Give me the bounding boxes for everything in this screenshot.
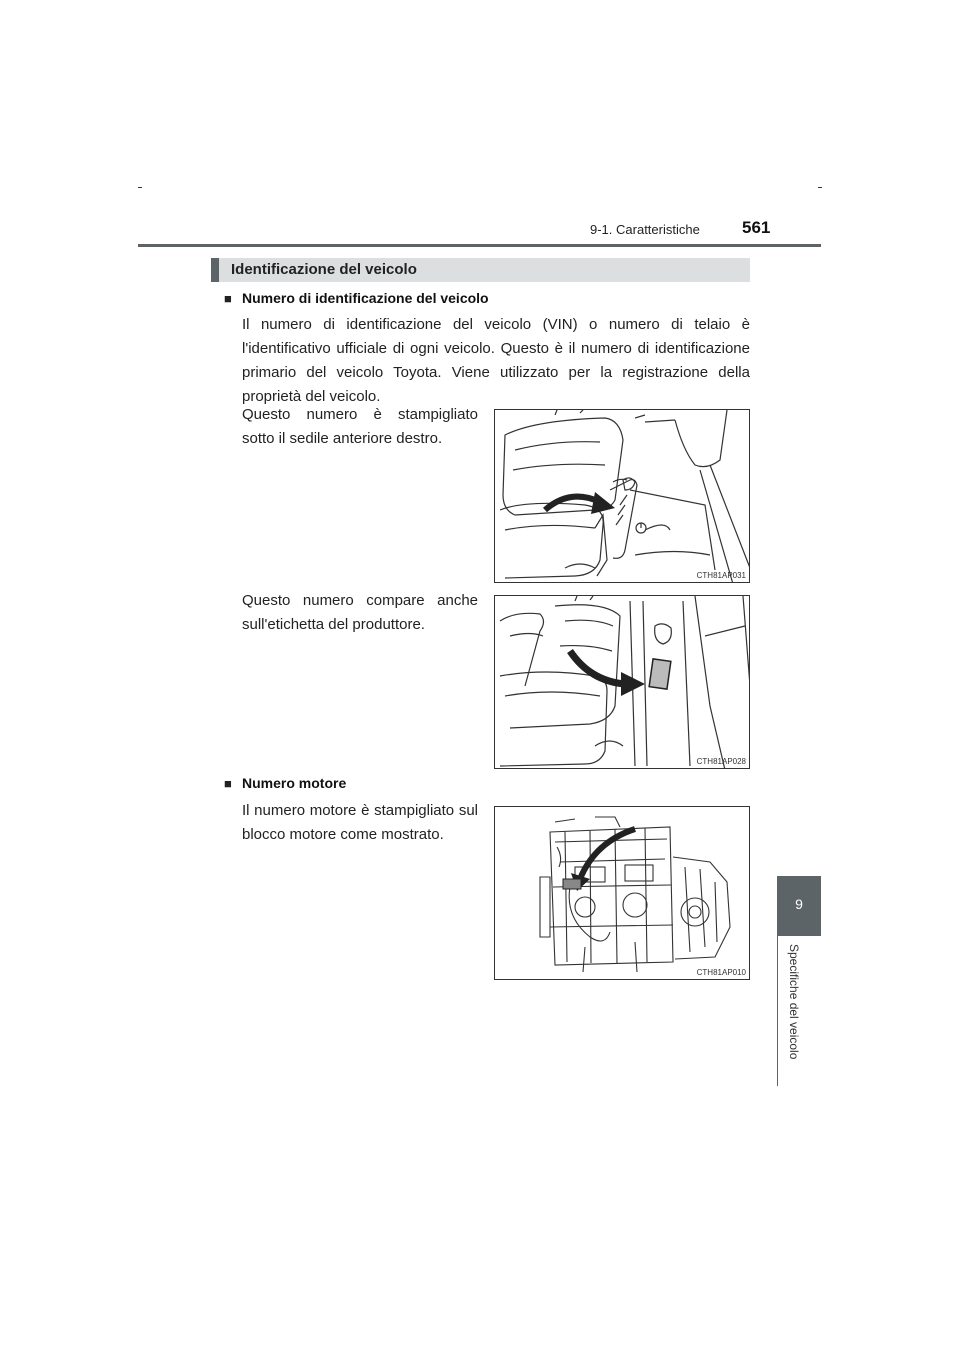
- figure-seat-code: CTH81AP031: [696, 571, 746, 580]
- chapter-number: 9: [795, 896, 803, 912]
- page-number: 561: [742, 218, 771, 237]
- header-section-title: 9-1. Caratteristiche: [590, 222, 700, 237]
- figure-label-vin: [494, 595, 750, 769]
- seat-vin-illustration: [495, 410, 750, 583]
- section-title: Identificazione del veicolo: [231, 261, 417, 278]
- figure-engine-number: [494, 806, 750, 980]
- figure-engine-code: CTH81AP010: [696, 968, 746, 977]
- engine-heading: Numero motore: [242, 775, 347, 791]
- chapter-divider: [777, 936, 778, 1086]
- crop-mark-left: [138, 187, 142, 188]
- bullet-square-icon-engine: ■: [224, 776, 232, 791]
- header-rule: [138, 244, 821, 247]
- chapter-label: Specifiche del veicolo: [787, 944, 801, 1060]
- vin-location-label: Questo numero compare anche sull'etichetta del produttore.: [242, 592, 478, 633]
- vin-location-seat: Questo numero è stampigliato sotto il sedile anteriore destro.: [242, 406, 478, 447]
- figure-label-code: CTH81AP028: [696, 757, 746, 766]
- manufacturer-label-illustration: [495, 596, 750, 769]
- figure-seat-vin: [494, 409, 750, 583]
- vin-heading: Numero di identificazione del veicolo: [242, 290, 489, 306]
- chapter-tab: [777, 876, 821, 936]
- vin-description: Il numero di identificazione del veicolo (VIN) o numero di telaio è l'identificativo ufficiale di ogni veicolo. Questo è il numero di identificazione primario del veicolo Toyota. Viene utilizzato per la registrazione della proprietà del veicolo.: [242, 316, 750, 405]
- engine-block-illustration: [495, 807, 750, 980]
- engine-location: Il numero motore è stampigliato sul blocco motore come mostrato.: [242, 802, 478, 843]
- section-title-bar: [211, 258, 750, 282]
- bullet-square-icon: ■: [224, 291, 232, 306]
- crop-mark-right: [818, 187, 822, 188]
